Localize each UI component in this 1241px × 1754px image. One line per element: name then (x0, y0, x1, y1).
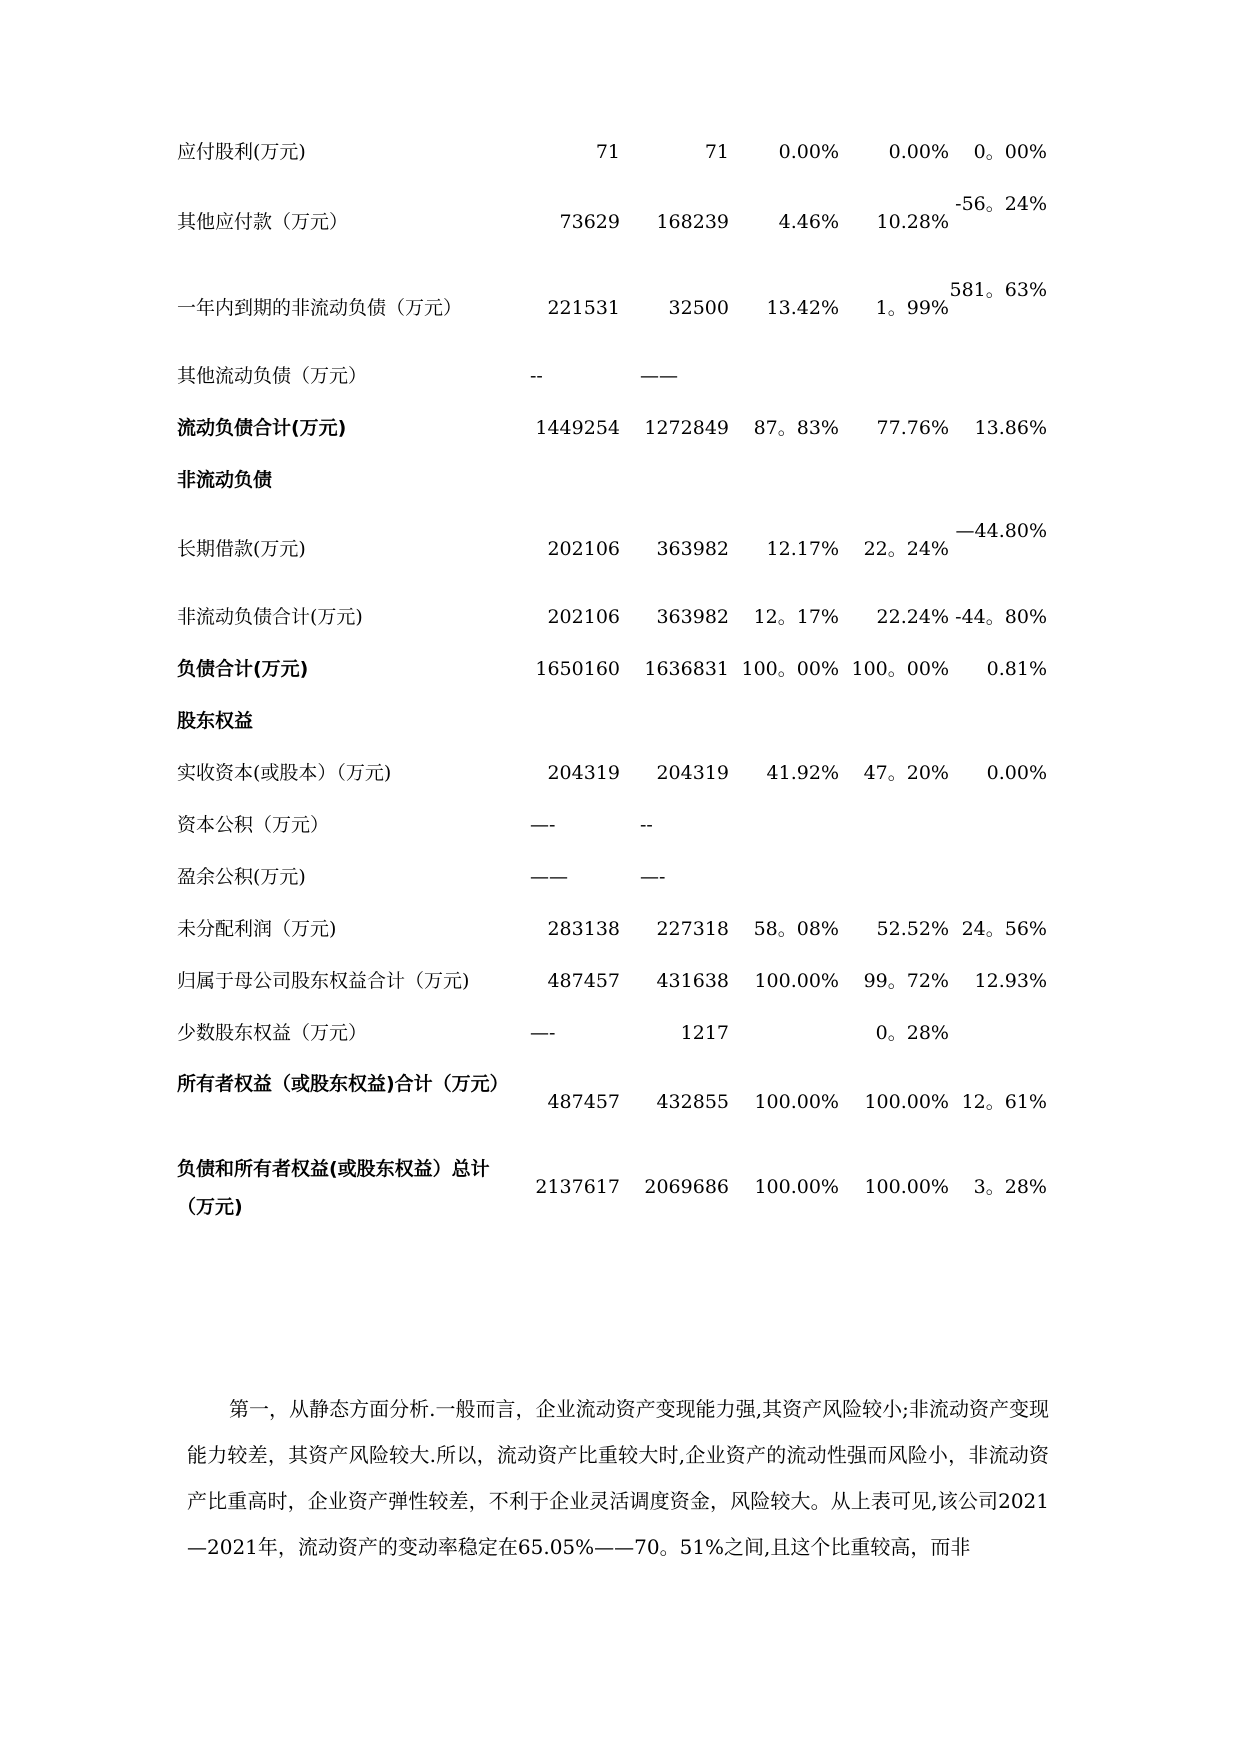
row-label: 实收资本(或股本）（万元) (177, 762, 392, 784)
value-col-2: 204319 (656, 762, 729, 784)
row-label: 负债和所有者权益(或股东权益）总计（万元) (177, 1158, 490, 1218)
row-label: 流动负债合计(万元) (177, 417, 347, 439)
value-col-1: 202106 (547, 606, 620, 628)
value-col-1: 73629 (559, 211, 620, 233)
row-label: 其他流动负债（万元） (177, 365, 368, 387)
percent-col-3: 12。61% (961, 1091, 1047, 1113)
percent-col-2: 0.00% (888, 141, 949, 163)
row-label: 少数股东权益（万元） (177, 1022, 368, 1044)
body-paragraph: 第一，从静态方面分析.一般而言，企业流动资产变现能力强,其资产风险较小;非流动资产变现能力较差，其资产风险较大.所以，流动资产比重较大时,企业资产的流动性强而风险小，非流动资产比重高时，企业资产弹性较差，不利于企业灵活调度资金，风险较大。从上表可见,该公司2021—2021年，流动资产的变动率稳定在65.05%——70。51%之间,且这个比重较高，而非 (187, 1397, 1049, 1559)
percent-col-1: 12。17% (753, 606, 839, 628)
percent-col-3: 12.93% (974, 970, 1047, 992)
percent-col-1: 4.46% (778, 211, 839, 233)
percent-col-2: 10.28% (876, 211, 949, 233)
percent-col-1: 0.00% (778, 141, 839, 163)
value-col-1: 487457 (547, 1091, 620, 1113)
value-col-1: 2137617 (535, 1176, 620, 1198)
percent-col-1: 41.92% (766, 762, 839, 784)
percent-col-3: 13.86% (974, 417, 1047, 439)
section-label: 非流动负债 (177, 469, 273, 491)
percent-col-1: 100.00% (754, 1091, 839, 1113)
value-col-1: -- (530, 365, 543, 387)
value-col-2: 168239 (656, 211, 729, 233)
section-label: 股东权益 (177, 710, 254, 732)
percent-col-2: 47。20% (863, 762, 949, 784)
percent-col-2: 100.00% (864, 1176, 949, 1198)
value-col-1: 204319 (547, 762, 620, 784)
percent-col-1: 87。83% (753, 417, 839, 439)
percent-col-2: 52.52% (876, 918, 949, 940)
percent-col-2: 77.76% (876, 417, 949, 439)
value-col-2: 432855 (656, 1091, 729, 1113)
percent-col-3: 3。28% (973, 1176, 1047, 1198)
percent-col-2: 1。99% (875, 297, 949, 319)
value-col-1: 283138 (547, 918, 620, 940)
value-col-2: 71 (704, 141, 729, 163)
percent-col-2: 0。28% (875, 1022, 949, 1044)
percent-col-1: 13.42% (766, 297, 839, 319)
value-col-1: 202106 (547, 538, 620, 560)
percent-col-3: 581。63% (949, 279, 1047, 301)
percent-col-2: 22.24% (876, 606, 949, 628)
value-col-2: 227318 (656, 918, 729, 940)
percent-col-3: -56。24% (955, 193, 1047, 215)
value-col-2: 2069686 (644, 1176, 729, 1198)
value-col-1: —- (530, 1022, 556, 1044)
row-label: 应付股利(万元) (177, 141, 306, 163)
value-col-1: 487457 (547, 970, 620, 992)
row-label: 负债合计(万元) (177, 658, 309, 680)
value-col-2: 431638 (656, 970, 729, 992)
value-col-1: 1650160 (535, 658, 620, 680)
percent-col-2: 99。72% (863, 970, 949, 992)
percent-col-1: 100.00% (754, 1176, 839, 1198)
value-col-2: 363982 (656, 538, 729, 560)
value-col-1: 221531 (547, 297, 620, 319)
percent-col-2: 100。00% (851, 658, 949, 680)
row-label: 资本公积（万元） (177, 814, 330, 836)
row-label: 盈余公积(万元) (177, 866, 306, 888)
percent-col-3: —44.80% (955, 520, 1047, 542)
percent-col-1: 100。00% (741, 658, 839, 680)
percent-col-3: 0.00% (986, 762, 1047, 784)
percent-col-1: 12.17% (766, 538, 839, 560)
value-col-2: 1217 (680, 1022, 729, 1044)
value-col-2: —- (640, 866, 666, 888)
value-col-2: -- (640, 814, 653, 836)
percent-col-1: 58。08% (753, 918, 839, 940)
row-label: 一年内到期的非流动负债（万元） (177, 297, 463, 319)
value-col-2: 32500 (668, 297, 729, 319)
row-label: 非流动负债合计(万元) (177, 606, 363, 628)
value-col-1: 71 (595, 141, 620, 163)
row-label: 归属于母公司股东权益合计（万元) (177, 970, 470, 992)
percent-col-3: 24。56% (961, 918, 1047, 940)
row-label: 其他应付款（万元） (177, 211, 349, 233)
percent-col-2: 22。24% (863, 538, 949, 560)
value-col-2: 363982 (656, 606, 729, 628)
percent-col-3: 0.81% (986, 658, 1047, 680)
row-label: 所有者权益（或股东权益)合计（万元） (177, 1073, 509, 1095)
value-col-1: 1449254 (535, 417, 620, 439)
value-col-2: —— (640, 365, 678, 387)
row-label: 未分配利润（万元) (177, 918, 337, 940)
row-label: 长期借款(万元) (177, 538, 306, 560)
percent-col-3: 0。00% (973, 141, 1047, 163)
percent-col-1: 100.00% (754, 970, 839, 992)
percent-col-2: 100.00% (864, 1091, 949, 1113)
value-col-1: —- (530, 814, 556, 836)
percent-col-3: -44。80% (955, 606, 1047, 628)
value-col-2: 1636831 (644, 658, 729, 680)
value-col-2: 1272849 (644, 417, 729, 439)
value-col-1: —— (530, 866, 568, 888)
